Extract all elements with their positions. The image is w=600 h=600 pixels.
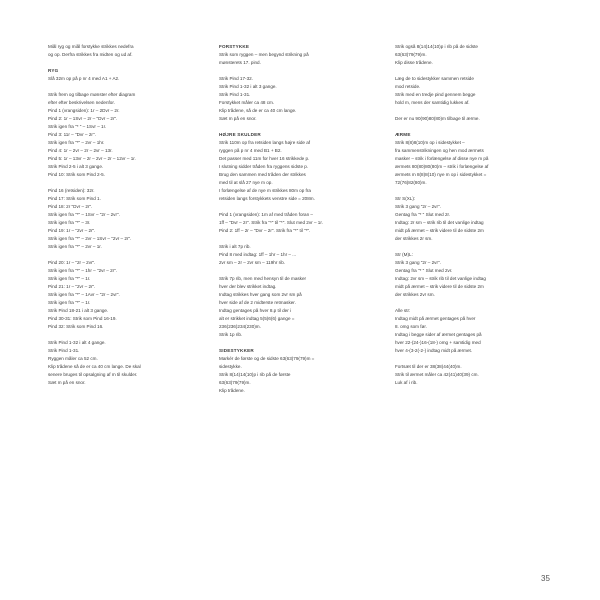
text-line: hold m, mens der samtidig lukkes af. (395, 100, 470, 105)
text-line: Strik i alt 7p rib. (219, 244, 251, 249)
text-line: Indtag midt på ærmet gentages på hver (395, 316, 476, 321)
text-block (48, 91, 198, 179)
text-line: 72(76)82(80)m. (395, 180, 427, 185)
text-line: Pind 8 med indtag: 1ff – 1hr – 1hr – ... (219, 252, 297, 257)
text-line: midt på ærmet – strik videre til de sidste 2m (395, 228, 484, 233)
text-block (395, 131, 555, 187)
text-line: Pind 30-31: Strik som Pind 16-19. (48, 316, 117, 321)
text-line: Klip trådene, så de er ca 40 cm lange. (219, 108, 297, 113)
text-line: hver der blev strikket indtag. (219, 284, 277, 289)
section-heading: SIDESTYKKER (219, 348, 254, 353)
text-line: Pind 1 (vrangsiden): 1m af med tråden foran – (219, 212, 313, 217)
text-line: Strik igen fra "*" – 1Avr – "2r – 2vr". (48, 292, 120, 297)
text-line: Alle str: (395, 308, 411, 313)
text-line: Strik Pind 1-32 i alt 4 gange. (48, 340, 106, 345)
text-line: Strik igen fra "*" – 3r. (48, 220, 91, 225)
text-line: Klip trådene. (219, 388, 245, 393)
text-line: Strik Pind 2-5 i alt 3 gange. (48, 164, 104, 169)
text-line: 63(63)79(79)m. (219, 380, 251, 385)
text-line: Str (M)L: (395, 252, 413, 257)
text-line: Strik Pind 1-31. (48, 348, 80, 353)
text-block (219, 43, 369, 67)
text-block (395, 195, 555, 243)
text-block (48, 187, 198, 251)
text-block (395, 43, 555, 67)
text-block (219, 211, 369, 235)
text-line: med til at slå 27 nye m op. (219, 180, 273, 185)
text-line: Ryggen måler ca 52 cm. (48, 356, 98, 361)
section-heading: FORSTYKKE (219, 44, 250, 49)
text-line: hver side af de 2 midterste retmasker. (219, 300, 296, 305)
text-line: mønsterets 17. pind. (219, 60, 261, 65)
text-line: Sæt m på en snor. (219, 116, 257, 121)
text-block (48, 43, 198, 59)
text-block (395, 115, 555, 123)
text-block (219, 131, 369, 203)
text-line: Gentag fra "* " Slut med 2vr. (395, 268, 453, 273)
column-3 (395, 43, 555, 395)
text-line: senere bruges til opsalgning af m til skulder. (48, 372, 138, 377)
text-line: ærmets 80(80)80(80)m – strik i forlængelse af (395, 164, 489, 169)
text-line: I forlængelse af de nye m strikkes 80m op fra (219, 188, 311, 193)
text-line: Sæt m på en snor. (48, 380, 86, 385)
text-line: Der er nu 90(90)80(80)m tilbage til ærme. (395, 116, 480, 121)
text-line: 8. omg som før. (395, 324, 427, 329)
text-block (48, 339, 198, 387)
text-block (219, 75, 369, 123)
text-line: Pind 21: 1r – "2vr – 2r". (48, 284, 96, 289)
text-line: Pind 2: 1r – 1Svr – 2r – "Dvr – 2r". (48, 116, 118, 121)
text-line: Indtag gentages på hver 8.p til der i (219, 308, 292, 313)
text-block (395, 363, 555, 387)
text-line: 2vr sm – 2r – 2vr sm – 119hr rib. (219, 260, 286, 265)
text-line: ærmets m 8(8)8(10) nye m op i sidestykket = (395, 172, 487, 177)
text-line: Strik igen fra "*" – 2vr – 1hr. (48, 140, 105, 145)
text-line: Det passer med 11m for hver 16 strikkede p. (219, 156, 310, 161)
text-line: 236(236)234(230)m. (219, 324, 261, 329)
text-line: ryggen på p nr 4 med B1 + B2. (219, 148, 282, 153)
text-line: Gentag fra "* " Slut med 2r. (395, 212, 451, 217)
text-line: Strik 7p rib, men med hensyn til de masker (219, 276, 307, 281)
text-line: Strik igen fra "*" – 1r. (48, 276, 91, 281)
text-line: 1ff – "Dvr – 2r". Strik fra "*" til "*". Slut med 2vr – 1r. (219, 220, 323, 225)
text-line: sidestykke. (219, 364, 242, 369)
text-block (48, 67, 198, 83)
text-line: Strik igen fra "* " – 1Svr – 1r. (48, 124, 107, 129)
text-line: hver 22-(24-)16-(18-) omg + samtidig med (395, 340, 481, 345)
text-line: Pind 19: 1r – "2vr – 2r". (48, 228, 96, 233)
text-line: Klip disse trådene. (395, 60, 433, 65)
text-line: Strik 8(14)14(10)p i rib på de første (219, 372, 291, 377)
text-line: Fortsæt til der er 38(38)44(40)m. (395, 364, 462, 369)
text-line: alt er strikket indtag 5(5)6(6) gange = (219, 316, 295, 321)
text-block (48, 259, 198, 331)
text-line: fra sammenstrikningen og hen mod ærmets (395, 148, 484, 153)
text-line: Forstykket måler ca 48 cm. (219, 100, 275, 105)
text-line: Pind 4: 1r – 2vr – 2r – 2vr – 13r. (48, 148, 113, 153)
text-line: Pind 32: Strik som Pind 16. (48, 324, 104, 329)
text-line: midt på ærmet – strik videre til de sidste 2m (395, 284, 484, 289)
text-line: Brug den sammen med tråden der strikkes (219, 172, 306, 177)
text-line: og op. Derfra strikkes fra midten og ud af. (48, 52, 133, 57)
text-line: Strik igen fra "*" – 1hr – "2vr – 2r". (48, 268, 118, 273)
text-line: Indtag strikkes hver gang som 2vr sm på (219, 292, 302, 297)
text-line: Str S(XL): (395, 196, 416, 201)
text-line: der strikkes 2vr sm. (395, 292, 435, 297)
text-block (219, 275, 369, 339)
text-line: Pind 18: 2r "Dvr – 2r". (48, 204, 93, 209)
text-line: Indtag: 2r sm – strik rib til det vanlige indtag (395, 220, 484, 225)
text-line: Strik Pind 1-31. (219, 92, 251, 97)
text-line: Pind 1 (vrangsiden): 1r – 2Dvr – 2r. (48, 108, 120, 113)
text-line: Slå 32m op på p nr 4 med A1 + A2. (48, 76, 120, 81)
text-line: Strik igen fra "*" – 1Svr – "2r – 2vr". (48, 212, 120, 217)
text-line: Markér de første og de sidste 63(63)79(79)m = (219, 356, 315, 361)
text-line: Strik frem og tilbage mønster efter diagram (48, 92, 136, 97)
text-line: Miål ryg og miål forstykke strikkes nedefra (48, 44, 134, 49)
text-line: Strik 1p rib. (219, 332, 243, 337)
text-line: Strik også 8(14)14(10)p i rib på de sidste (395, 44, 478, 49)
text-line: Pind 5: 1r – 13vr – 2r – 2vr – 2r – 12vr – 1r. (48, 156, 136, 161)
text-line: efter efter beskrivelsen nedenfor. (48, 100, 115, 105)
text-line: Strik til ærmet måler ca 42(41)40(39) cm. (395, 372, 479, 377)
text-line: Strik med en tredje pind gennem begge (395, 92, 476, 97)
text-line: Indtag: 2vr sm – strik rib til det vanlige indtag (395, 276, 486, 281)
text-line: Strik 3 gang "2r – 2vr". (395, 204, 441, 209)
text-line: I slutning sidder tråden fra ryggens sidste p. (219, 164, 309, 169)
text-line: Pind 20: 1r – "2r – 2vr". (48, 260, 96, 265)
text-line: retsiden langs forstykkets venstre side = 208m. (219, 196, 315, 201)
text-line: Pind 2: 1ff – 2r – "Dvr – 2r". Strik fra "*" til "*". (219, 228, 311, 233)
text-block (219, 243, 369, 267)
text-line: Strik Pind 1-32 i alt 3 gange. (219, 84, 277, 89)
text-line: masker – strik i forlængelse af disse nye m på (395, 156, 489, 161)
text-line: Klip trådene så de er ca 40 cm lange. De skal (48, 364, 141, 369)
page-number: 35 (541, 574, 550, 583)
text-block (219, 347, 369, 395)
text-line: Strik 110m op fra retsiden langs højre side af (219, 140, 311, 145)
text-line: mod retside. (395, 84, 421, 89)
text-line: Pind 16 (retsiden): 32r. (48, 188, 95, 193)
text-line: Pind 10: Strik som Pind 2-5. (48, 172, 105, 177)
column-1 (48, 43, 198, 395)
text-block (395, 251, 555, 299)
text-line: Luk af i rib. (395, 380, 418, 385)
text-line: der strikkes 2r sm. (395, 236, 433, 241)
text-block (395, 75, 555, 107)
section-heading: HØJRE SKULDER (219, 132, 261, 137)
text-line: Strik igen fra "*" – 2vr – 1r. (48, 244, 102, 249)
text-line: Pind 3: 11r – "Dvr – 2r". (48, 132, 96, 137)
text-line: Strik 3 gang "2r – 2vr". (395, 260, 441, 265)
text-line: 63(63)79(79)m. (395, 52, 427, 57)
text-line: Læg de to sidestykker sammen retside (395, 76, 474, 81)
section-heading: RYG (48, 68, 59, 73)
column-2 (219, 43, 369, 403)
text-line: Pind 17: Strik som Pind 1. (48, 196, 101, 201)
text-line: Strik Pind 17-32. (219, 76, 253, 81)
text-line: Strik igen fra "*" – 1r. (48, 300, 91, 305)
text-line: Strik 8(8)8(10)m op i sidestykket – (395, 140, 465, 145)
text-line: hver 4-(3-2(-2-) indtag midt på ærmet. (395, 348, 473, 353)
section-heading: ÆRME (395, 132, 411, 137)
text-line: Strik igen fra "*" – 2vr – 1Svr – "2vr – 2r". (48, 236, 132, 241)
text-line: Strik som ryggen – men begynd strikning på (219, 52, 309, 57)
text-block (395, 307, 555, 355)
text-line: Strik Pind 18-21 i alt 3 gange. (48, 308, 109, 313)
text-line: Indtag i begge sider af ærmet gentages på (395, 332, 482, 337)
